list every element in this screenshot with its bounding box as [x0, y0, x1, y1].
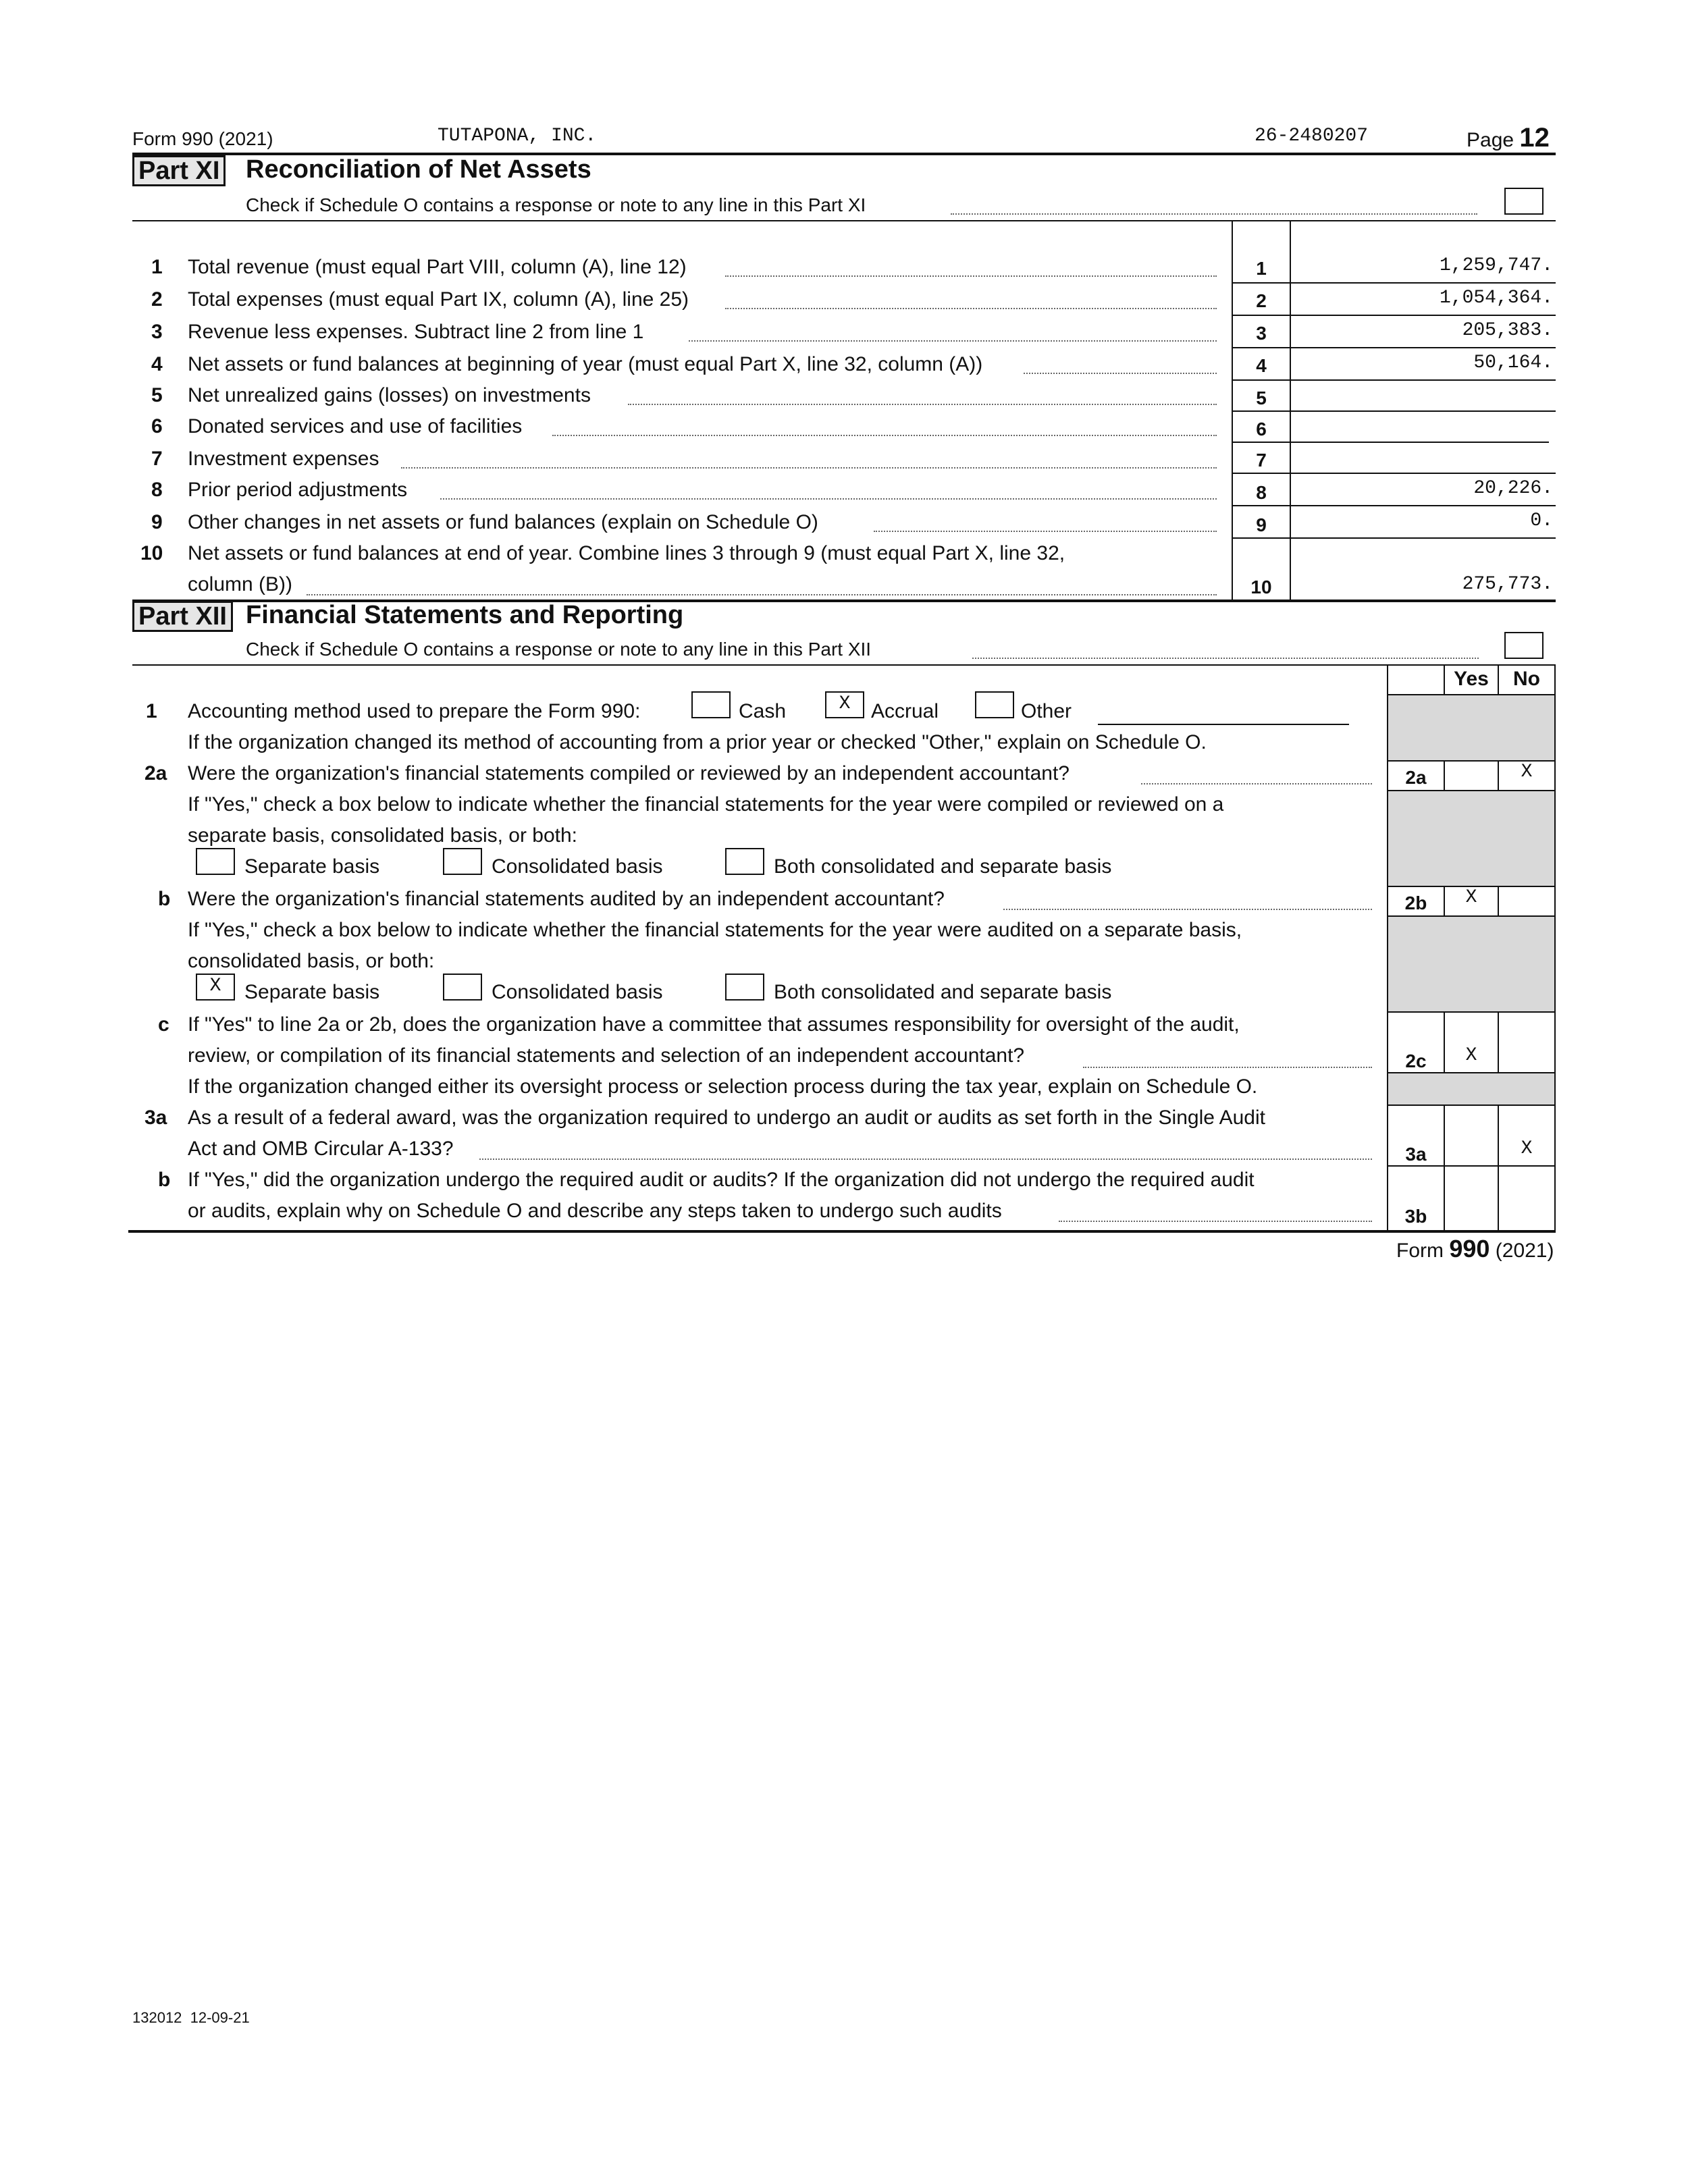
xi-line-3-ref: 3: [1256, 323, 1267, 344]
xii-line-1-num: 1: [146, 700, 157, 722]
xii-line-2c-text1: If "Yes" to line 2a or 2b, does the organization have a committee that assumes responsibility for oversight of the audit,: [188, 1013, 1240, 1036]
part-xi-label: Part XI: [132, 155, 226, 186]
xi-line-3-leader: [689, 340, 1217, 342]
xi-line-7-num: 7: [151, 448, 163, 470]
xii-line-3a-num: 3a: [144, 1107, 167, 1129]
xi-line-8-leader: [440, 498, 1217, 500]
xi-line-3-text: Revenue less expenses. Subtract line 2 from line 1: [188, 321, 644, 343]
xi-line-6-text: Donated services and use of facilities: [188, 415, 523, 437]
col-no-header: No: [1513, 668, 1540, 690]
xii-row-2b-sub-rule: [1387, 1011, 1556, 1013]
xii-line-3b-num: b: [158, 1169, 171, 1191]
page-number: 12: [1519, 123, 1550, 153]
shade-2a-sub: [1388, 791, 1554, 886]
xii-line-2a-text: Were the organization's financial statements compiled or reviewed by an independent accountant?: [188, 762, 1070, 784]
2b-consolidated-label: Consolidated basis: [492, 981, 663, 1003]
xii-line-2b-sub1: If "Yes," check a box below to indicate whether the financial statements for the year were audited on a separate basis,: [188, 919, 1242, 941]
part-xi-check-text: Check if Schedule O contains a response or note to any line in this Part XI: [246, 194, 866, 215]
part-xi-schedule-o-checkbox[interactable]: [1504, 188, 1544, 215]
xi-line-6-leader: [552, 435, 1217, 436]
xi-line-1-ref: 1: [1256, 258, 1267, 279]
xi-line-6-ref: 6: [1256, 419, 1267, 440]
xii-row-2c-note-rule: [1387, 1104, 1556, 1106]
2b-consolidated-checkbox[interactable]: [443, 974, 482, 1001]
xii-line-2c-note: If the organization changed either its oversight process or selection process during the tax year, explain on Schedule O.: [188, 1075, 1258, 1098]
xii-line-2c-yes: X: [1465, 1045, 1477, 1066]
part-xii-schedule-o-checkbox[interactable]: [1504, 632, 1544, 659]
xii-line-1-text: Accounting method used to prepare the Form 990:: [188, 700, 641, 722]
2b-separate-label: Separate basis: [244, 981, 380, 1003]
xii-line-2c-ref: 2c: [1405, 1050, 1427, 1071]
xii-row-3a-rule: [1387, 1165, 1556, 1167]
xi-line-5-num: 5: [151, 384, 163, 406]
xi-line-3-num: 3: [151, 321, 163, 343]
2a-separate-label: Separate basis: [244, 855, 380, 878]
shade-line1: [1388, 695, 1554, 760]
xii-line-2b-sub2: consolidated basis, or both:: [188, 950, 435, 972]
shade-2c-note: [1388, 1073, 1554, 1104]
xi-row-4-rule: [1232, 379, 1556, 381]
xi-line-1-value: 1,259,747.: [1439, 255, 1553, 276]
xi-line-4-num: 4: [151, 353, 163, 375]
xi-row-3-rule: [1232, 347, 1556, 348]
xii-line-2b-leader: [1003, 909, 1372, 910]
2a-consolidated-checkbox[interactable]: [443, 848, 482, 875]
xii-line-2c-leader: [1083, 1067, 1372, 1068]
cash-label: Cash: [739, 700, 787, 722]
footer-form-word: Form: [1396, 1240, 1444, 1262]
xii-end-rule: [128, 1230, 1556, 1233]
accrual-label: Accrual: [871, 700, 939, 722]
other-label: Other: [1021, 700, 1072, 722]
xi-line-5-text: Net unrealized gains (losses) on investments: [188, 384, 591, 406]
accrual-checkbox[interactable]: X: [825, 691, 864, 718]
xi-line-1-text: Total revenue (must equal Part VIII, column (A), line 12): [188, 256, 687, 278]
xii-line-2a-num: 2a: [144, 762, 167, 784]
xi-line-10-num: 10: [140, 542, 163, 564]
xi-line-5-ref: 5: [1256, 388, 1267, 408]
xi-row-1-rule: [1232, 282, 1556, 284]
xi-line-2-ref: 2: [1256, 290, 1267, 311]
xi-row-8-rule: [1232, 505, 1556, 506]
xi-line-2-num: 2: [151, 288, 163, 311]
xi-line-10-value: 275,773.: [1462, 574, 1553, 595]
xii-line-2a-sub2: separate basis, consolidated basis, or both:: [188, 824, 578, 847]
xi-line-8-value: 20,226.: [1473, 478, 1553, 499]
xi-line-8-text: Prior period adjustments: [188, 479, 408, 501]
footer-form-number: 990: [1449, 1235, 1490, 1262]
xi-line-8-ref: 8: [1256, 482, 1267, 503]
part-xi-title: Reconciliation of Net Assets: [246, 155, 591, 184]
part-xii-check-text: Check if Schedule O contains a response or note to any line in this Part XII: [246, 639, 872, 660]
xii-line-3a-leader: [479, 1158, 1372, 1160]
xi-line-10-text: Net assets or fund balances at end of year. Combine lines 3 through 9 (must equal Part X, line 32,: [188, 542, 1065, 564]
page-word: Page: [1467, 129, 1514, 151]
xii-line-3a-ref: 3a: [1405, 1144, 1427, 1165]
xi-line-4-leader: [1024, 373, 1217, 374]
xi-row-6-rule: [1232, 442, 1549, 443]
xi-line-2-value: 1,054,364.: [1439, 288, 1553, 309]
xi-line-3-value: 205,383.: [1462, 320, 1553, 341]
footer-form-label: [1396, 1237, 1554, 1263]
part-xi-check-rule: [132, 220, 1556, 221]
xii-row-2a-rule: [1387, 790, 1556, 791]
xi-row-9-rule: [1232, 537, 1556, 539]
xii-row-2c-rule: [1387, 1072, 1556, 1073]
xii-line-3b-leader: [1059, 1221, 1372, 1222]
shade-2b-sub: [1388, 917, 1554, 1011]
part-xi-check-leader: [951, 213, 1477, 215]
ein: 26-2480207: [1255, 126, 1369, 147]
xii-line-3a-no: X: [1521, 1138, 1533, 1159]
form-label: Form 990 (2021): [132, 128, 273, 149]
part-xii-check-leader: [972, 658, 1479, 659]
xii-line-1-note: If the organization changed its method of accounting from a prior year or checked "Other," explain on Schedule O.: [188, 731, 1207, 753]
xi-line-1-num: 1: [151, 256, 163, 278]
org-name: TUTAPONA, INC.: [438, 126, 597, 147]
xi-line-4-text: Net assets or fund balances at beginning of year (must equal Part X, line 32, column (A)): [188, 353, 983, 375]
page-label: [1467, 123, 1550, 153]
xii-line-3b-ref: 3b: [1404, 1206, 1427, 1227]
xi-line-9-num: 9: [151, 511, 163, 533]
2b-both-checkbox[interactable]: [725, 974, 764, 1001]
xii-line-2a-ref: 2a: [1405, 767, 1427, 788]
part-xii-title: Financial Statements and Reporting: [246, 601, 684, 629]
xi-line-9-value: 0.: [1530, 510, 1553, 531]
xi-line-2-leader: [725, 308, 1217, 309]
xii-row-2b-rule: [1387, 915, 1556, 917]
xii-line-2b-num: b: [158, 888, 171, 910]
2b-both-label: Both consolidated and separate basis: [774, 981, 1112, 1003]
xi-row-7-rule: [1232, 473, 1556, 474]
xi-line-5-leader: [628, 404, 1217, 405]
footer-form-year: (2021): [1495, 1240, 1554, 1262]
xi-line-7-ref: 7: [1256, 450, 1267, 471]
xii-no-col-right: [1554, 664, 1556, 1233]
form-code: 132012 12-09-21: [132, 2009, 250, 2026]
xii-line-3a-text2: Act and OMB Circular A-133?: [188, 1138, 454, 1160]
part-xii-check-rule: [132, 664, 1556, 666]
other-checkbox[interactable]: [975, 691, 1014, 718]
xi-line-1-leader: [725, 275, 1217, 277]
part-xii-label: Part XII: [132, 601, 233, 632]
xii-line-2b-ref: 2b: [1404, 893, 1427, 913]
cash-checkbox[interactable]: [691, 691, 731, 718]
2a-both-checkbox[interactable]: [725, 848, 764, 875]
xi-line-6-num: 6: [151, 415, 163, 437]
xii-line-2b-text: Were the organization's financial statements audited by an independent accountant?: [188, 888, 945, 910]
xi-line-9-leader: [874, 531, 1217, 532]
xi-line-2-text: Total expenses (must equal Part IX, column (A), line 25): [188, 288, 689, 311]
xi-row-2-rule: [1232, 315, 1556, 316]
col-yes-header: Yes: [1454, 668, 1489, 690]
2a-separate-checkbox[interactable]: [196, 848, 235, 875]
xii-line-3b-text1: If "Yes," did the organization undergo the required audit or audits? If the organization did not undergo the required audit: [188, 1169, 1255, 1191]
xi-line-10-leader: [307, 594, 1217, 595]
xii-line-3b-text2: or audits, explain why on Schedule O and describe any steps taken to undergo such audits: [188, 1200, 1002, 1222]
xi-line-8-num: 8: [151, 479, 163, 501]
xi-line-4-value: 50,164.: [1473, 352, 1553, 373]
xii-line-2c-num: c: [158, 1013, 169, 1036]
xi-line-9-text: Other changes in net assets or fund balances (explain on Schedule O): [188, 511, 818, 533]
xii-line-2b-yes: X: [1465, 887, 1477, 908]
xii-line-2a-no: X: [1521, 762, 1533, 782]
2b-separate-checkbox[interactable]: X: [196, 974, 235, 1001]
xi-line-9-ref: 9: [1256, 514, 1267, 535]
xii-line-2c-text2: review, or compilation of its financial statements and selection of an independent accountant?: [188, 1044, 1025, 1067]
xii-line-3a-text1: As a result of a federal award, was the organization required to undergo an audit or audits as set forth in the Single Audit: [188, 1107, 1265, 1129]
xii-line-2a-leader: [1141, 783, 1372, 784]
xi-row-5-rule: [1232, 410, 1556, 412]
2a-consolidated-label: Consolidated basis: [492, 855, 663, 878]
xi-line-7-leader: [401, 467, 1217, 469]
other-specify-line[interactable]: [1098, 724, 1349, 725]
xi-line-7-text: Investment expenses: [188, 448, 379, 470]
xi-line-10-ref: 10: [1250, 577, 1272, 597]
xii-line-2a-sub1: If "Yes," check a box below to indicate whether the financial statements for the year were compiled or reviewed on a: [188, 793, 1224, 816]
2a-both-label: Both consolidated and separate basis: [774, 855, 1112, 878]
xi-line-4-ref: 4: [1256, 355, 1267, 376]
xi-line-10-text-cont: column (B)): [188, 573, 293, 595]
